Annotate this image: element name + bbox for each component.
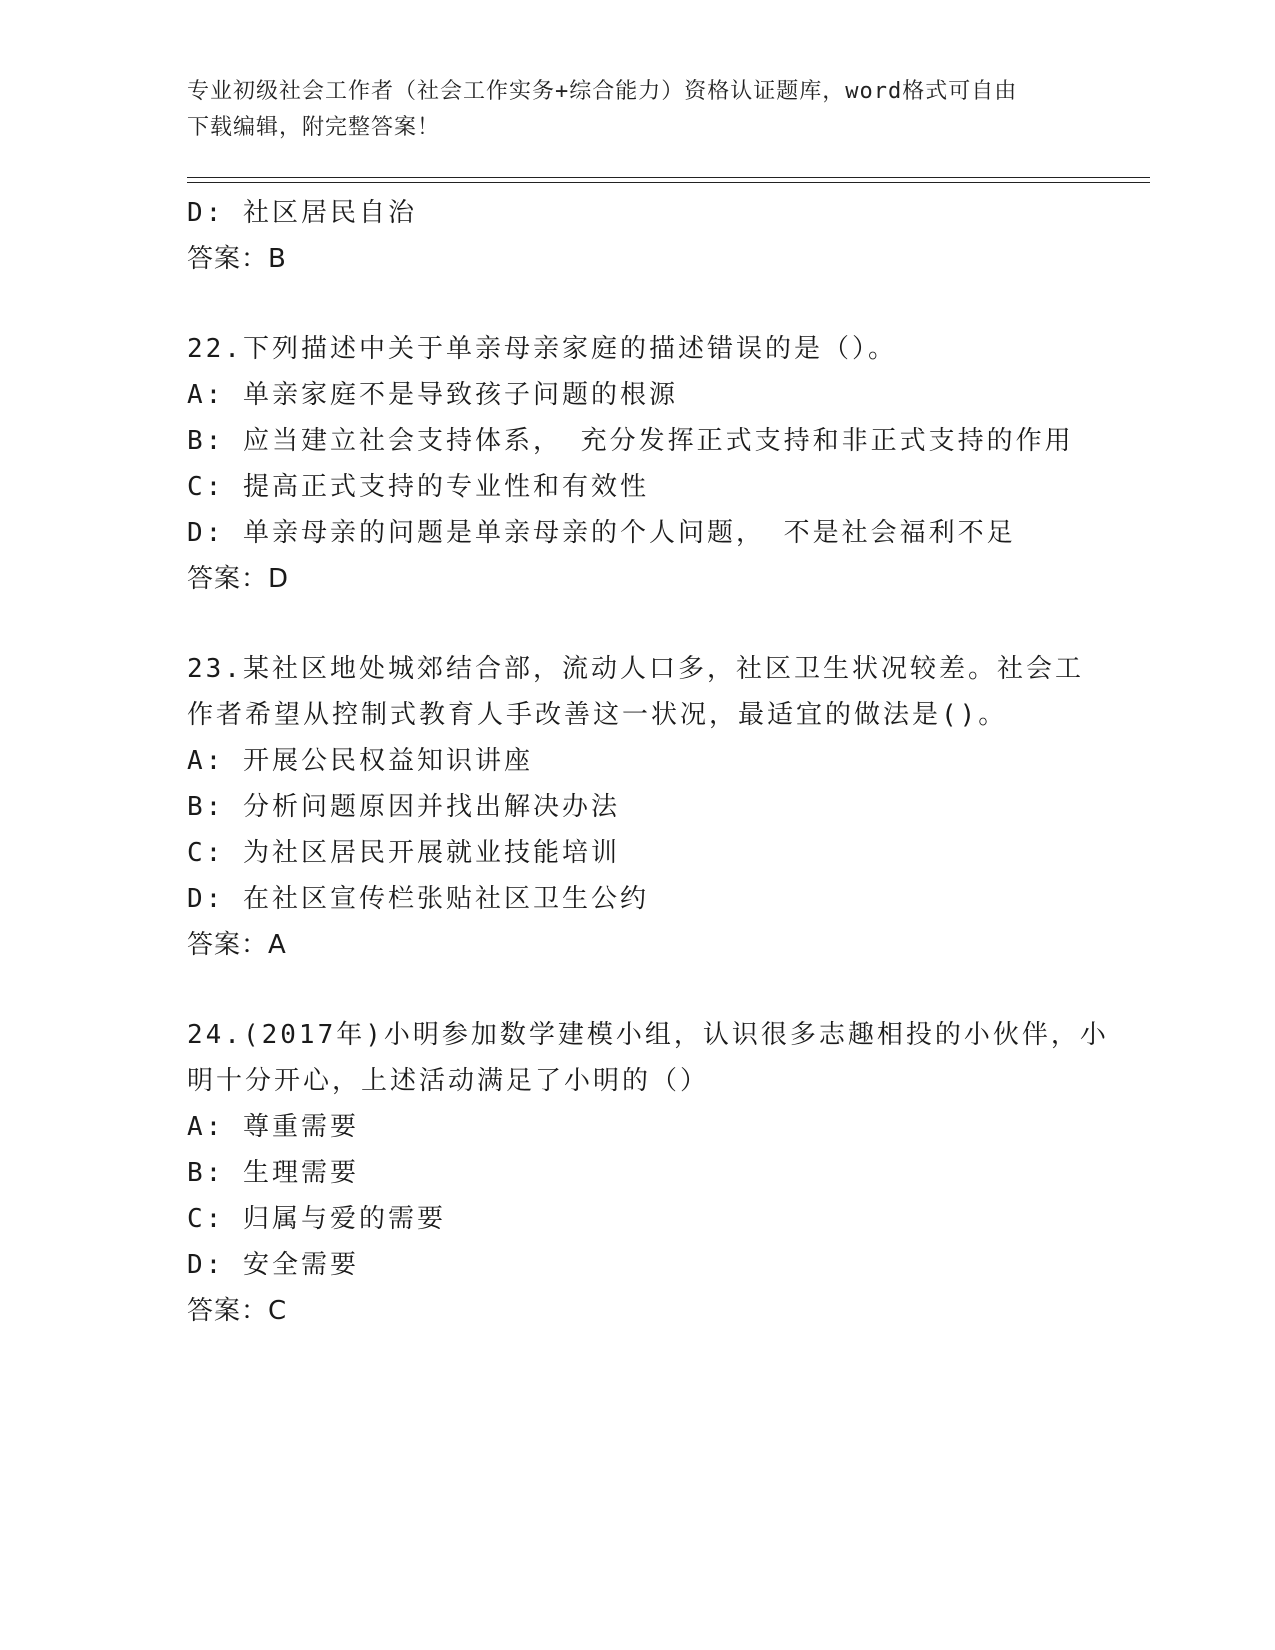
header-line-1: 专业初级社会工作者（社会工作实务+综合能力）资格认证题库，word格式可自由 <box>187 79 1018 104</box>
answer-line: 答案：D <box>187 564 290 594</box>
question-content <box>187 190 1109 1334</box>
option-c: C: 提高正式支持的专业性和有效性 <box>187 472 649 502</box>
option-b: B: 分析问题原因并找出解决办法 <box>187 792 620 822</box>
option-a: A: 开展公民权益知识讲座 <box>187 746 533 776</box>
question-stem-line-1: 23.某社区地处城郊结合部，流动人口多，社区卫生状况较差。社会工 <box>187 654 1084 684</box>
option-b: B: 应当建立社会支持体系， 充分发挥正式支持和非正式支持的作用 <box>187 426 1074 456</box>
header-divider-bottom <box>187 182 1150 183</box>
question-stem-line-2: 明十分开心，上述活动满足了小明的（） <box>187 1066 710 1096</box>
header-divider-top <box>187 177 1150 178</box>
question-23 <box>187 646 1087 968</box>
option-d: D: 安全需要 <box>187 1250 359 1280</box>
option-d: D: 在社区宣传栏张贴社区卫生公约 <box>187 884 649 914</box>
option-c: C: 为社区居民开展就业技能培训 <box>187 838 620 868</box>
question-stem: 22.下列描述中关于单亲母亲家庭的描述错误的是（）。 <box>187 334 897 364</box>
page-header <box>187 74 1087 146</box>
option-a: A: 尊重需要 <box>187 1112 359 1142</box>
option-d: D: 单亲母亲的问题是单亲母亲的个人问题， 不是社会福利不足 <box>187 518 1016 548</box>
question-24 <box>187 1012 1109 1334</box>
question-21-tail <box>187 190 1087 282</box>
answer-line: 答案：C <box>187 1296 288 1326</box>
option-d: D: 社区居民自治 <box>187 198 417 228</box>
answer-line: 答案：A <box>187 930 287 960</box>
option-b: B: 生理需要 <box>187 1158 359 1188</box>
question-stem-line-1: 24.(2017年)小明参加数学建模小组，认识很多志趣相投的小伙伴，小 <box>187 1020 1109 1050</box>
option-c: C: 归属与爱的需要 <box>187 1204 446 1234</box>
option-a: A: 单亲家庭不是导致孩子问题的根源 <box>187 380 678 410</box>
question-stem-line-2: 作者希望从控制式教育人手改善这一状况，最适宜的做法是()。 <box>187 700 1008 730</box>
answer-line: 答案：B <box>187 244 287 274</box>
question-22 <box>187 326 1087 602</box>
header-line-2: 下载编辑，附完整答案！ <box>187 115 441 140</box>
